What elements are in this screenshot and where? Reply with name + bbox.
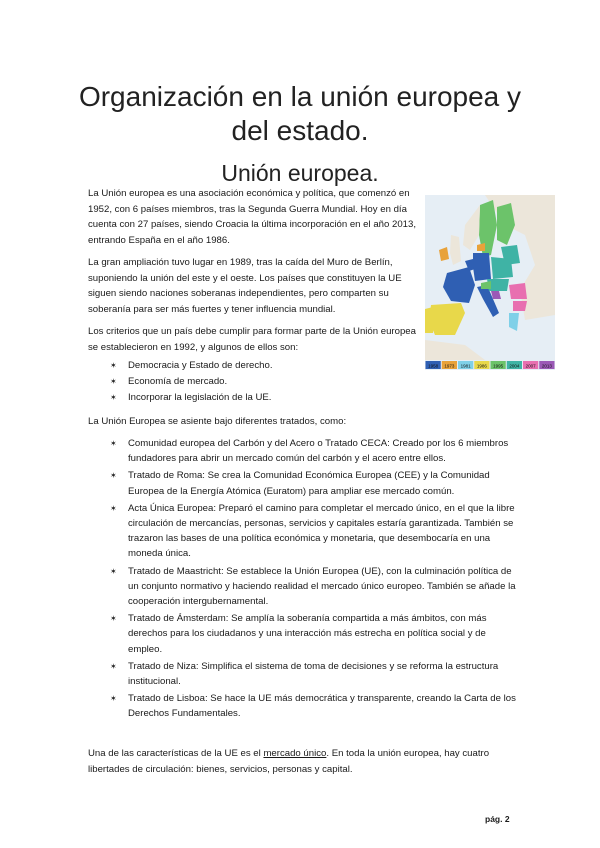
intro-paragraph-2: La gran ampliación tuvo lugar en 1989, tras la caída del Muro de Berlín, suponiendo la unión del este y el oeste. Los países que constituyen la UE siguen siendo naciones soberanas independientes, pero comparten su soberanía para ser más fuertes y tener influencia mundial. — [88, 257, 402, 315]
list-item: ✶ Acta Única Europea: Preparó el camino para completar el mercado único, en el que la libre circulación de mercancías, personas, servicios y capitales estaría garantizada. También se trazaron las bases de una política económica y monetaria, que desembocaría en una moneda única. — [110, 501, 520, 562]
single-market-term: mercado único — [263, 748, 327, 759]
intro-paragraph-3: Los criterios que un país debe cumplir para formar parte de la Unión europea se establecieron en 1992, y algunos de ellos son: — [88, 326, 416, 353]
closing-text-start: Una de las características de la UE es el — [88, 748, 264, 759]
list-item: ✶ Democracia y Estado de derecho. — [110, 358, 273, 374]
map-region-germany — [473, 253, 491, 281]
treaties-list — [110, 436, 520, 724]
closing-paragraph — [88, 746, 518, 777]
list-item: ✶ Tratado de Maastricht: Se establece la Unión Europea (UE), con la culminación política de un conjunto normativo y haciendo realidad el mercado único europeo. También se añade la cooperación intergubernamental. — [110, 564, 520, 610]
criteria-list — [110, 358, 273, 406]
legend-year-label: 2013 — [541, 363, 552, 369]
intro-paragraph-1: La Unión europea es una asociación económica y política, que comenzó en 1952, con 6 países miembros, tras la Segunda Guerra Mundial. Hoy en día cuenta con 27 países, siendo Croacia la última incorporación en el año 2013, entrando España en el año 1986. — [88, 188, 416, 246]
map-region-portugal — [425, 307, 433, 333]
map-region-bulgaria — [513, 301, 527, 311]
map-region-poland — [491, 257, 513, 279]
list-item: ✶ Comunidad europea del Carbón y del Acero o Tratado CECA: Creado por los 6 miembros fundadores para abrir un mercado común del carbón y el acero entre ellos. — [110, 436, 520, 466]
legend-year-label: 1986 — [476, 363, 487, 369]
list-item: ✶ Incorporar la legislación de la UE. — [110, 390, 273, 406]
list-item: ✶ Economía de mercado. — [110, 374, 273, 390]
list-item: ✶ Tratado de Lisboa: Se hace la UE más democrática y transparente, creando la Carta de los Derechos Fundamentales. — [110, 691, 520, 721]
legend-year-label: 2007 — [525, 363, 536, 369]
list-item: ✶ Tratado de Roma: Se crea la Comunidad Económica Europea (CEE) y la Comunidad Europea de la Energía Atómica (Euratom) para ampliar ese mercado común. — [110, 468, 520, 498]
eu-map-image — [425, 195, 555, 370]
legend-year-label: 1958 — [428, 363, 439, 369]
legend-year-label: 1995 — [493, 363, 504, 369]
legend-year-label: 1973 — [444, 363, 455, 369]
page-number: pág. 2 — [485, 814, 510, 824]
closing-text-end: . En toda la unión europea, hay cuatro libertades de circulación: bienes, servicios, personas y capital. — [88, 748, 490, 775]
list-item: ✶ Tratado de Niza: Simplifica el sistema de toma de decisiones y se reforma la estructura institucional. — [110, 659, 520, 689]
intro-text — [88, 186, 428, 362]
treaties-intro: La Unión Europea se asiente bajo diferentes tratados, como: — [88, 416, 347, 427]
legend-year-label: 2004 — [509, 363, 520, 369]
page-title: Organización en la unión europea y del estado. — [78, 81, 522, 146]
list-item: ✶ Tratado de Ámsterdam: Se amplía la soberanía compartida a más ámbitos, con más derechos para los ciudadanos y una interacción más estrecha en política social y de empleo. — [110, 611, 520, 657]
legend-year-label: 1981 — [460, 363, 471, 369]
map-region-romania — [509, 283, 527, 299]
section-title: Unión europea. — [221, 160, 379, 186]
